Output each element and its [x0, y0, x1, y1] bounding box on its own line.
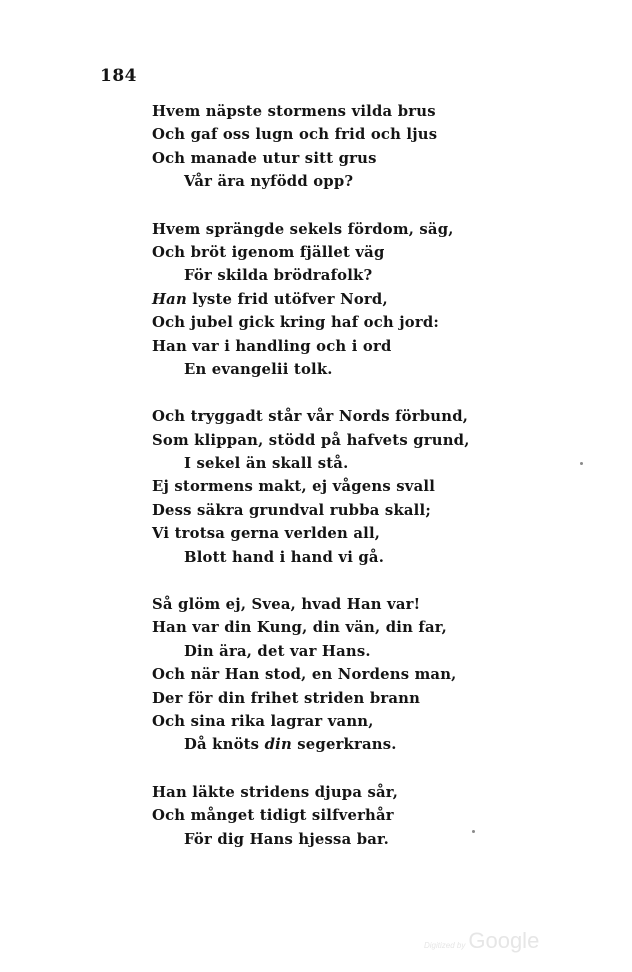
line-text: Blott hand i hand vi gå. [184, 548, 385, 566]
line-text: I sekel än skall stå. [184, 455, 349, 473]
stanza [152, 100, 482, 194]
poem-line [152, 475, 482, 498]
poem-line [152, 218, 482, 241]
stanza [152, 218, 482, 382]
line-text: Han var i handling och i ord [152, 337, 392, 355]
italic-word: Han [152, 290, 187, 308]
line-text: Och sina rika lagrar vann, [152, 712, 374, 730]
line-text: Hvem näpste stormens vilda brus [152, 103, 436, 120]
line-text: Och bröt igenom fjället väg [152, 243, 385, 261]
poem-line [152, 335, 482, 358]
line-text: Han var din Kung, din vän, din far, [152, 619, 448, 637]
stanza-gap [152, 194, 482, 218]
poem-line [152, 828, 482, 851]
poem-line [152, 687, 482, 710]
stanza [152, 593, 482, 757]
stanza-gap [152, 569, 482, 593]
line-text: En evangelii tolk. [184, 360, 333, 378]
poem-line [152, 710, 482, 733]
poem-line [152, 452, 482, 475]
poem-line [152, 100, 482, 123]
italic-word: din [264, 736, 292, 754]
line-text: Så glöm ej, Svea, hvad Han var! [152, 596, 421, 614]
poem-line [152, 522, 482, 545]
poem-line [152, 264, 482, 287]
poem-line [152, 616, 482, 639]
stray-mark [580, 462, 583, 465]
line-text: Ej stormens makt, ej vågens svall [152, 478, 436, 496]
stanza-gap [152, 381, 482, 405]
poem-line [152, 170, 482, 193]
line-text: Din ära, det var Hans. [184, 642, 371, 660]
line-text: Som klippan, stödd på hafvets grund, [152, 431, 470, 449]
line-text: Vi trotsa gerna verlden all, [152, 525, 381, 543]
poem-line [152, 405, 482, 428]
line-text: Vår ära nyfödd opp? [184, 173, 354, 191]
line-text: lyste frid utöfver Nord, [186, 290, 388, 308]
poem-line [152, 804, 482, 827]
stanza [152, 781, 482, 851]
poem-line [152, 429, 482, 452]
poem-line [152, 288, 482, 311]
poem-line [152, 781, 482, 804]
poem-line [152, 733, 482, 756]
stanza [152, 405, 482, 569]
watermark-prefix: Digitized by [424, 941, 466, 950]
line-text: Och tryggadt står vår Nords förbund, [152, 408, 469, 426]
stanza-gap [152, 757, 482, 781]
line-text: Hvem sprängde sekels fördom, säg, [152, 220, 454, 238]
line-text: Och manade utur sitt grus [152, 149, 377, 167]
poem [152, 100, 482, 851]
poem-line [152, 358, 482, 381]
poem-line [152, 241, 482, 264]
line-text: Och gaf oss lugn och frid och ljus [152, 126, 438, 144]
line-text: Då knöts [184, 736, 265, 754]
poem-line [152, 311, 482, 334]
poem-line [152, 640, 482, 663]
digitized-watermark [424, 928, 539, 954]
poem-line [152, 123, 482, 146]
stray-mark [472, 830, 475, 833]
line-text: Och när Han stod, en Nordens man, [152, 666, 457, 684]
poem-line [152, 593, 482, 616]
line-text: Dess säkra grundval rubba skall; [152, 501, 431, 519]
poem-line [152, 546, 482, 569]
poem-line [152, 147, 482, 170]
line-text: Och jubel gick kring haf och jord: [152, 314, 440, 332]
line-text: Der för din frihet striden brann [152, 689, 421, 707]
line-text: För dig Hans hjessa bar. [184, 830, 390, 848]
poem-line [152, 499, 482, 522]
line-text: Och månget tidigt silfverhår [152, 807, 394, 825]
poem-line [152, 663, 482, 686]
line-text: segerkrans. [291, 736, 397, 754]
page-number: 184 [100, 66, 137, 86]
line-text: Han läkte stridens djupa sår, [152, 783, 399, 801]
line-text: För skilda brödrafolk? [184, 267, 373, 285]
watermark-brand: Google [468, 928, 540, 953]
